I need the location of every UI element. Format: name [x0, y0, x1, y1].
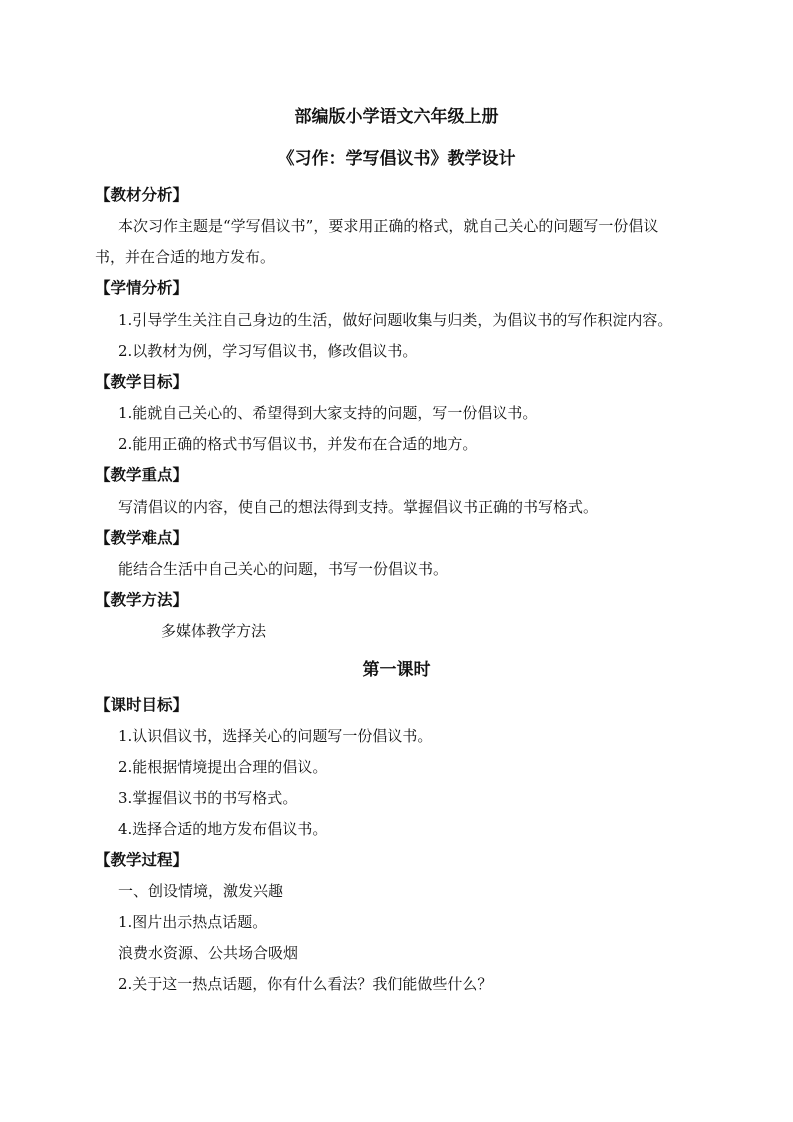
list-item: 4.选择合适的地方发布倡议书。 [118, 820, 328, 838]
list-item: 1.引导学生关注自己身边的生活，做好问题收集与归类，为倡议书的写作积淀内容。 [118, 311, 673, 329]
section-heading-key-points: 【教学重点】 [95, 465, 189, 484]
paragraph-line: 多媒体教学方法 [161, 622, 267, 640]
lesson-title: 第一课时 [362, 660, 431, 680]
section-heading-difficulties: 【教学难点】 [95, 528, 189, 547]
section-heading-learning-analysis: 【学情分析】 [95, 278, 189, 297]
list-item: 3.掌握倡议书的书写格式。 [118, 789, 298, 807]
document-title-grade: 部编版小学语文六年级上册 [294, 107, 499, 127]
section-heading-process: 【教学过程】 [95, 850, 189, 869]
paragraph-line: 书，并在合适的地方发布。 [95, 248, 276, 266]
document-title-lesson: 《习作：学写倡议书》教学设计 [277, 149, 516, 169]
process-line: 一、创设情境，激发兴趣 [118, 882, 284, 900]
process-line: 1.图片出示热点话题。 [118, 913, 268, 931]
list-item: 2.以教材为例，学习写倡议书，修改倡议书。 [118, 342, 418, 360]
list-item: 2.能用正确的格式书写倡议书，并发布在合适的地方。 [118, 435, 478, 453]
section-heading-textbook-analysis: 【教材分析】 [95, 185, 189, 204]
paragraph-line: 能结合生活中自己关心的问题，书写一份倡议书。 [118, 560, 449, 578]
paragraph-line: 本次习作主题是“学写倡议书”，要求用正确的格式，就自己关心的问题写一份倡议 [118, 217, 659, 235]
section-heading-teaching-goals: 【教学目标】 [95, 372, 189, 391]
section-heading-lesson-goals: 【课时目标】 [95, 695, 189, 714]
process-line: 2.关于这一热点话题，你有什么看法？我们能做些什么？ [118, 975, 493, 993]
process-line: 浪费水资源、公共场合吸烟 [118, 944, 299, 962]
list-item: 1.认识倡议书，选择关心的问题写一份倡议书。 [118, 727, 433, 745]
list-item: 2.能根据情境提出合理的倡议。 [118, 758, 328, 776]
list-item: 1.能就自己关心的、希望得到大家支持的问题，写一份倡议书。 [118, 404, 538, 422]
section-heading-methods: 【教学方法】 [95, 590, 189, 609]
paragraph-line: 写清倡议的内容，使自己的想法得到支持。掌握倡议书正确的书写格式。 [118, 498, 599, 516]
